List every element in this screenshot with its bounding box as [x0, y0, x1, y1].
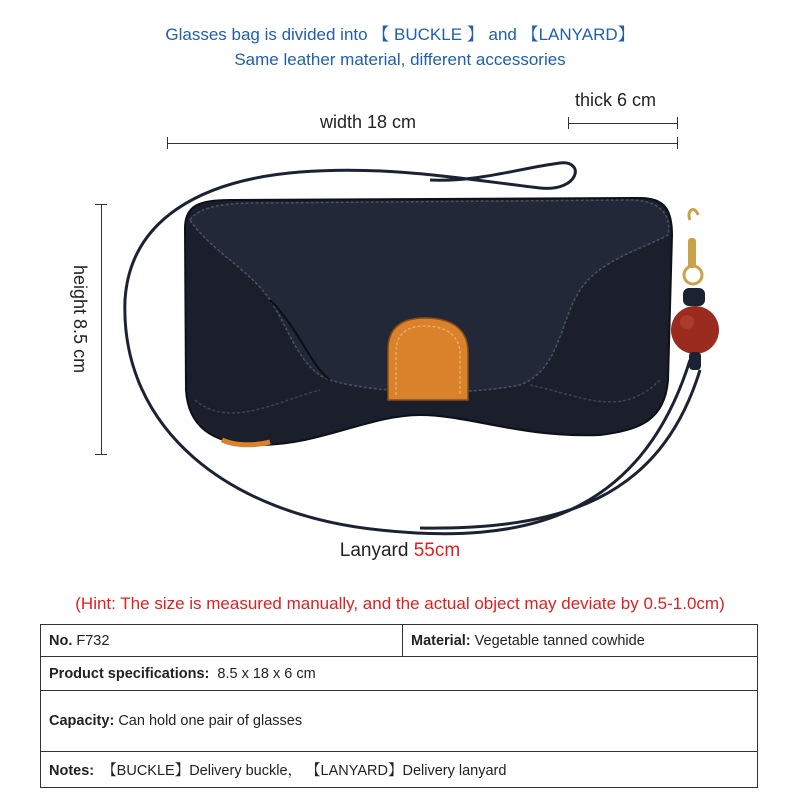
header-line-1: Glasses bag is divided into 【 BUCKLE 】 and 【LANYARD】	[165, 25, 635, 44]
capacity-label: Capacity:	[49, 713, 115, 729]
lanyard-length: 55cm	[413, 540, 461, 561]
table-row	[41, 625, 758, 657]
lanyard-cord	[125, 163, 690, 534]
width-tick-left	[167, 137, 168, 149]
table-row	[41, 691, 758, 752]
spec-value: 8.5 x 18 x 6 cm	[217, 665, 316, 682]
buckle-tab	[388, 318, 468, 400]
lanyard-label: Lanyard	[339, 540, 409, 561]
table-row	[41, 752, 758, 788]
thick-tick-left	[568, 117, 569, 129]
notes-cell	[41, 752, 758, 788]
metal-ring	[684, 266, 702, 284]
material-cell	[403, 625, 758, 657]
height-tick-bottom	[95, 454, 107, 455]
case-flap	[190, 200, 669, 392]
table-row	[41, 657, 758, 691]
measurement-hint: (Hint: The size is measured manually, and the actual object may deviate by 0.5-1.0cm)	[75, 594, 725, 613]
thick-label: thick 6 cm	[575, 90, 657, 110]
capacity-value: Can hold one pair of glasses	[118, 713, 303, 729]
material-label: Material:	[411, 632, 471, 649]
no-cell	[41, 625, 403, 657]
notes-label: Notes:	[49, 763, 95, 779]
spec-label: Product specifications:	[49, 665, 210, 682]
spec-table	[40, 624, 758, 788]
wooden-bead	[671, 306, 719, 354]
header-line-2: Same leather material, different accessories	[234, 50, 566, 69]
material-value: Vegetable tanned cowhide	[474, 632, 645, 649]
width-tick-right	[677, 137, 678, 149]
no-value: F732	[76, 632, 110, 649]
height-tick-top	[95, 204, 107, 205]
capacity-cell	[41, 691, 758, 752]
notes-value: 【BUCKLE】Delivery buckle， 【LANYARD】Delivery lanyard	[102, 763, 507, 779]
lanyard-caption	[0, 540, 800, 562]
thick-dimension-line	[568, 123, 677, 124]
width-dimension-line	[167, 143, 677, 144]
width-label: width 18 cm	[320, 112, 417, 132]
height-dimension-line	[101, 204, 102, 454]
spec-cell	[41, 657, 758, 691]
case-body	[185, 198, 672, 445]
thick-tick-right	[677, 117, 678, 129]
no-label: No.	[49, 632, 73, 649]
height-label: height 8.5 cm	[70, 265, 90, 374]
